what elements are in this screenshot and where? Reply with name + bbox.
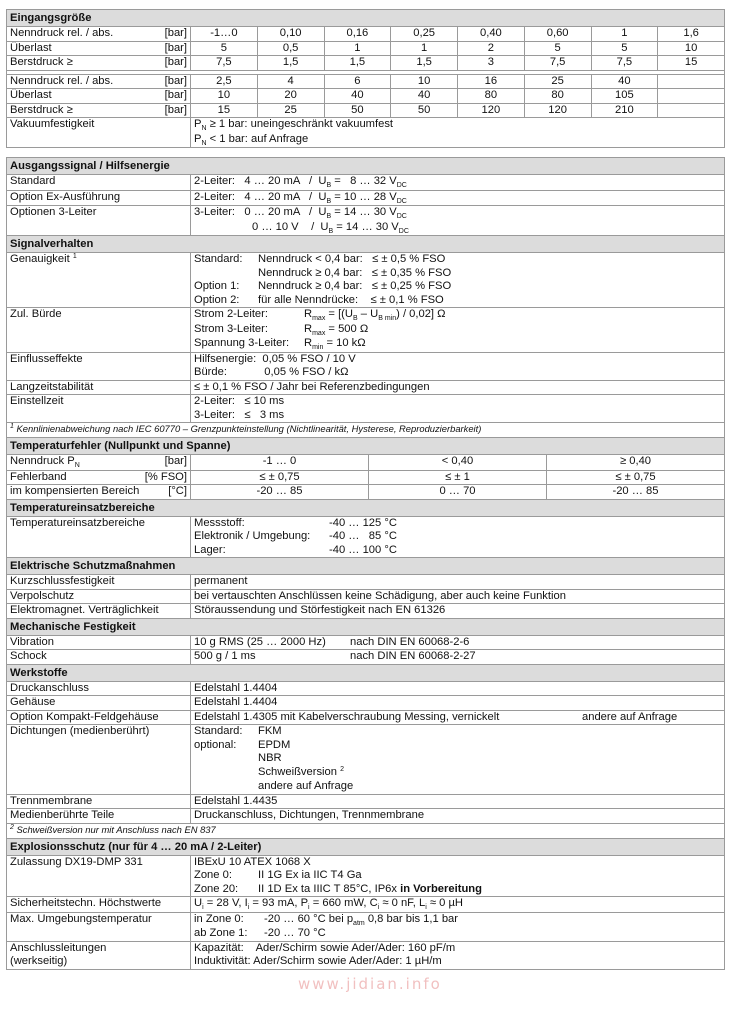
section-title: Ausgangssignal / Hilfsenergie [7, 158, 725, 175]
table-row: Fehlerband [% FSO] ≤ ± 0,75 ≤ ± 1 ≤ ± 0,75 [7, 470, 725, 485]
section-title: Temperaturfehler (Nullpunkt und Spanne) [7, 438, 725, 455]
table-row: Anschlussleitungen (werkseitig) Kapazität: Ader/Schirm sowie Ader/Ader: 160 pF/m Induktivität: Ader/Schirm sowie Ader/Ader: 1 µH/m [7, 941, 725, 969]
table-row: Einstellzeit 2-Leiter: ≤ 10 ms 3-Leiter: ≤ 3 ms [7, 395, 725, 423]
section-title: Signalverhalten [7, 236, 725, 253]
table-row: Vakuumfestigkeit $P_N \ge 1$ bar: uneingeschränkt vakuumfest $P_N < 1$ bar: auf Anfrage [7, 118, 725, 148]
section-title: Werkstoffe [7, 664, 725, 681]
table-row: Vibration 10 g RMS (25 … 2000 Hz) nach DIN EN 60068-2-6 [7, 635, 725, 650]
table-row: Gehäuse Edelstahl 1.4404 [7, 696, 725, 711]
section-title: Explosionsschutz (nur für 4 … 20 mA / 2-Leiter) [7, 838, 725, 855]
table-row: Optionen 3-Leiter 3-Leiter: 0 … 20 mA / $U_B = 14$ … 30 $V_{DC}$ 0 … 10 V / $U_B = 14$ … 30 $V_{DC}$ [7, 206, 725, 236]
table-row: Kurzschlussfestigkeit permanent [7, 575, 725, 590]
section-main [6, 157, 725, 438]
table-row: im kompensierten Bereich [°C] -20 … 85 0 … 70 -20 … 85 [7, 485, 725, 500]
section-title: Temperatureinsatzbereiche [7, 499, 725, 516]
table-row: Standard 2-Leiter: 4 … 20 mA / $U_B = 8$ … 32 $V_{DC}$ [7, 175, 725, 191]
datasheet [6, 9, 725, 970]
table-row: Zul. Bürde Strom 2-Leiter: $R_{max} = [(U_B - U_{B min}) / 0,02]$ Ω Strom 3-Leiter: $R_{max} = 500$ Ω Spannung 3-Leiter: $R_{min} = 10$ kΩ [7, 308, 725, 353]
footnote: $^1$ Kennlinienabweichung nach IEC 60770 – Grenzpunkteinstellung (Nichtlinearität, Hysterese, Reproduzierbarkeit) [7, 423, 725, 438]
table-row: Genauigkeit $^1$ Standard: Nenndruck < 0,4 bar: ≤ ± 0,5 % FSO Nenndruck ≥ 0,4 bar: ≤ ± 0,35 % FSO Option 1: Nenndruck ≥ 0,4 bar: ≤ ± 0,25 % FSO Option 2: für alle Nenndrücke: ≤ ± 0,1 % FSO [7, 253, 725, 308]
table-row: Berstdruck ≥ [bar] 15 25 50 50 120 120 210 [7, 103, 725, 118]
table-row: Überlast [bar] 5 0,5 1 1 2 5 5 10 [7, 41, 725, 56]
table-row: Schock 500 g / 1 ms nach DIN EN 60068-2-27 [7, 650, 725, 665]
table-row: Zulassung DX19-DMP 331 IBExU 10 ATEX 1068 X Zone 0: II 1G Ex ia IIC T4 Ga Zone 20: II 1D Ex ta IIIC T 85°C, IP6x in Vorbereitung [7, 855, 725, 897]
table-row: Nenndruck $P_N$ [bar] -1 … 0 < 0,40 ≥ 0,40 [7, 455, 725, 471]
table-row: Druckanschluss Edelstahl 1.4404 [7, 681, 725, 696]
table-row: Temperatureinsatzbereiche Messstoff: -40 … 125 °C Elektronik / Umgebung: -40 … 85 °C Lager: -40 … 100 °C [7, 516, 725, 558]
table-row: Berstdruck ≥ [bar] 7,5 1,5 1,5 1,5 3 7,5 7,5 15 [7, 56, 725, 71]
table-row: Sicherheitstechn. Höchstwerte $U_i = 28$ V, $I_i = 93$ mA, $P_i = 660$ mW, $C_i \approx 0$ nF, $L_i \approx 0$ µH [7, 897, 725, 913]
footnote: $^2$ Schweißversion nur mit Anschluss nach EN 837 [7, 823, 725, 838]
section-title: Elektrische Schutzmaßnahmen [7, 558, 725, 575]
table-row: Elektromagnet. Verträglichkeit Störaussendung und Störfestigkeit nach EN 61326 [7, 604, 725, 619]
table-row: Option Ex-Ausführung 2-Leiter: 4 … 20 mA / $U_B = 10$ … 28 $V_{DC}$ [7, 190, 725, 206]
watermark: www.jidian.info [298, 975, 442, 993]
section-temperaturfehler [6, 437, 725, 500]
table-row: Nenndruck rel. / abs. [bar] 2,5 4 6 10 16 25 40 [7, 74, 725, 89]
table-row: Dichtungen (medienberührt) Standard: FKM optional: EPDM NBR Schweißversion $^2$ andere auf Anfrage [7, 725, 725, 795]
section-title: Mechanische Festigkeit [7, 618, 725, 635]
table-row: Nenndruck rel. / abs. [bar] -1…0 0,10 0,16 0,25 0,40 0,60 1 1,6 [7, 27, 725, 42]
table-row: Max. Umgebungstemperatur in Zone 0: -20 … 60 °C bei $p_{atm}$ 0,8 bar bis 1,1 bar ab Zone 1: -20 … 70 °C [7, 912, 725, 941]
table-row: Verpolschutz bei vertauschten Anschlüssen keine Schädigung, aber auch keine Funktion [7, 589, 725, 604]
table-row: Langzeitstabilität ≤ ± 0,1 % FSO / Jahr bei Referenzbedingungen [7, 380, 725, 395]
table-row: Überlast [bar] 10 20 40 40 80 80 105 [7, 89, 725, 104]
section-title: Eingangsgröße [7, 10, 725, 27]
table-row: Trennmembrane Edelstahl 1.4435 [7, 794, 725, 809]
section-rest [6, 499, 725, 970]
table-row: Medienberührte Teile Druckanschluss, Dichtungen, Trennmembrane [7, 809, 725, 824]
section-eingangsgroesse [6, 9, 725, 148]
table-row: Option Kompakt-Feldgehäuse Edelstahl 1.4305 mit Kabelverschraubung Messing, vernickelt andere auf Anfrage [7, 710, 725, 725]
table-row: Einflusseffekte Hilfsenergie: 0,05 % FSO / 10 V Bürde: 0,05 % FSO / kΩ [7, 352, 725, 380]
